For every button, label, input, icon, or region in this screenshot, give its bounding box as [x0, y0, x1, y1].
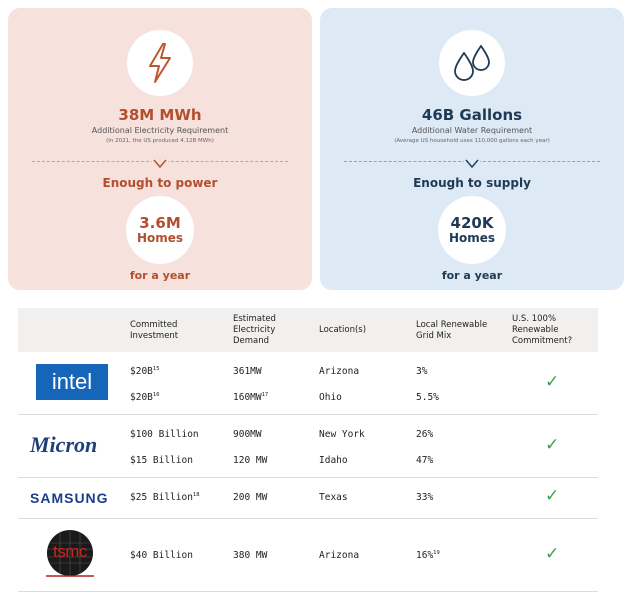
homes-word: Homes	[448, 230, 496, 245]
enough-to-power: Enough to power	[102, 176, 218, 190]
demand-cell: 380 MW	[233, 550, 268, 561]
location-cell: Texas	[319, 492, 348, 503]
location-cell: Idaho	[319, 455, 348, 466]
table-row	[18, 415, 598, 478]
location-cell: Arizona	[319, 366, 360, 377]
commitments-table	[18, 308, 598, 592]
grid-cell: 47%	[416, 455, 434, 466]
samsung-logo	[30, 488, 109, 507]
investment-cell: $20B	[130, 392, 153, 404]
homes-value: 3.6M	[139, 214, 181, 233]
header-demand: Estimated Electricity Demand	[233, 314, 276, 346]
table-row	[18, 478, 598, 519]
period-label: for a year	[441, 269, 503, 282]
demand-cell: 120 MW	[233, 455, 268, 466]
homes-circle	[438, 196, 506, 264]
homes-word: Homes	[136, 230, 184, 245]
table-row	[18, 519, 598, 592]
intel-logo-text: intel	[51, 369, 93, 394]
footnote: 16	[152, 392, 160, 398]
water-card	[320, 8, 624, 290]
check-icon: ✓	[545, 486, 560, 506]
grid-cell: 3%	[416, 366, 428, 377]
check-icon: ✓	[545, 544, 560, 564]
electricity-value: 38M MWh	[118, 106, 202, 124]
enough-to-supply: Enough to supply	[413, 176, 531, 190]
location-cell: New York	[319, 429, 365, 440]
grid-cell: 26%	[416, 429, 434, 440]
footnote: 15	[152, 366, 160, 372]
tsmc-logo-text: tsmc	[53, 542, 87, 561]
demand-cell: 200 MW	[233, 492, 268, 503]
location-cell: Ohio	[319, 392, 342, 403]
samsung-logo-text: SAMSUNG	[30, 490, 109, 506]
micron-logo	[30, 432, 97, 458]
investment-cell: $20B	[130, 366, 153, 378]
grid-cell: 33%	[416, 492, 434, 503]
location-cell: Arizona	[319, 550, 360, 561]
grid-cell: 16%	[416, 550, 434, 562]
water-label: Additional Water Requirement	[411, 126, 533, 135]
icon-circle	[127, 30, 193, 96]
demand-cell: 900MW	[233, 429, 262, 440]
investment-cell: $25 Billion	[130, 492, 193, 504]
homes-circle	[126, 196, 194, 264]
water-value: 46B Gallons	[421, 106, 523, 124]
investment-cell: $40 Billion	[130, 550, 193, 561]
header-commitment: U.S. 100% Renewable Commitment?	[512, 314, 573, 346]
tsmc-logo	[42, 529, 98, 579]
investment-cell: $100 Billion	[130, 429, 199, 440]
lightning-bolt-icon	[145, 42, 175, 84]
electricity-card	[8, 8, 312, 290]
electricity-label: Additional Electricity Requirement	[91, 126, 229, 135]
icon-circle	[439, 30, 505, 96]
check-icon: ✓	[545, 435, 560, 455]
water-note: (Average US household uses 110,000 gallons each year)	[394, 138, 550, 144]
header-location: Location(s)	[319, 325, 367, 335]
homes-value: 420K	[450, 214, 494, 233]
intel-logo	[36, 364, 108, 400]
grid-cell: 5.5%	[416, 392, 439, 403]
demand-cell: 361MW	[233, 366, 262, 377]
electricity-note: (In 2021, the US produced 4.12B MWh)	[106, 138, 214, 144]
footnote: 19	[433, 550, 440, 556]
chevron-down-icon	[152, 155, 168, 167]
check-icon: ✓	[545, 372, 560, 392]
water-drops-icon	[450, 43, 494, 83]
header-investment: Committed Investment	[130, 320, 179, 341]
table-header	[18, 308, 598, 352]
period-label: for a year	[129, 269, 191, 282]
chevron-down-icon	[464, 155, 480, 167]
demand-cell: 160MW	[233, 392, 262, 404]
header-grid: Local Renewable Grid Mix	[416, 320, 488, 341]
investment-cell: $15 Billion	[130, 455, 193, 466]
footnote: 17	[261, 392, 269, 398]
micron-logo-text: Micron	[30, 432, 98, 457]
table-row	[18, 352, 598, 415]
footnote: 18	[192, 492, 200, 498]
